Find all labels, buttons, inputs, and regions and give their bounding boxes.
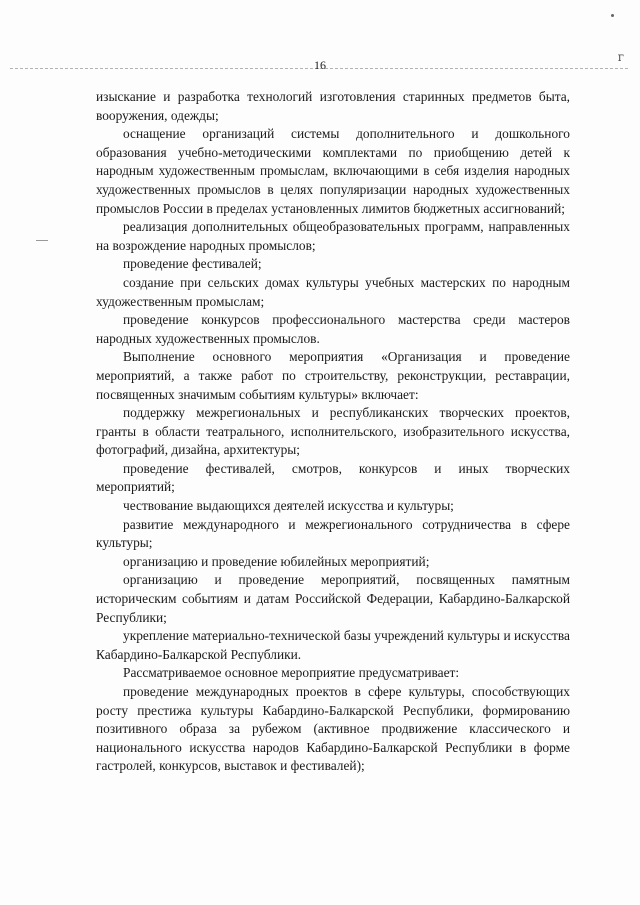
paragraph: укрепление материально-технической базы учреждений культуры и искусства Кабардино-Балкарской Республики. xyxy=(96,628,570,662)
corner-mark: г xyxy=(617,50,624,64)
paragraph: проведение фестивалей; xyxy=(123,256,262,272)
margin-mark xyxy=(36,240,48,241)
scan-artifact-dot xyxy=(611,14,614,17)
paragraph: Выполнение основного мероприятия «Организация и проведение мероприятий, а также работ по строительству, реконструкции, реставрации, посвященных значимым событиям культуры» включает: xyxy=(96,349,570,402)
paragraph: чествование выдающихся деятелей искусства и культуры; xyxy=(123,498,454,514)
paragraph: реализация дополнительных общеобразовательных программ, направленных на возрождение народных промыслов; xyxy=(96,219,570,253)
paragraph: развитие международного и межрегионального сотрудничества в сфере культуры; xyxy=(96,516,570,551)
paragraph: организацию и проведение мероприятий, посвященных памятным историческим событиям и датам Российской Федерации, Кабардино-Балкарской Республики; xyxy=(96,572,570,625)
paragraph: проведение фестивалей, смотров, конкурсов и иных творческих мероприятий; xyxy=(96,460,570,495)
paragraph: организацию и проведение юбилейных мероприятий; xyxy=(123,553,430,569)
paragraph: Рассматриваемое основное мероприятие предусматривает: xyxy=(123,665,460,681)
paragraph: создание при сельских домах культуры учебных мастерских по народным художественным промыслам; xyxy=(96,274,570,309)
page-number: 16 xyxy=(314,58,326,72)
paragraph: проведение конкурсов профессионального мастерства среди мастеров народных художественных промыслов. xyxy=(96,312,570,346)
paragraph: оснащение организаций системы дополнительного и дошкольного образования учебно-методическими комплектами по приобщению детей к народным художественным промыслам, включающими в себя изделия народных художественных промыслов в целях популяризации народных художественных промыслов России в пределах установленных лимитов бюджетных ассигнований; xyxy=(96,126,570,216)
document-body xyxy=(96,88,570,776)
paragraph: поддержку межрегиональных и республиканских творческих проектов, гранты в области театрального, исполнительского, изобразительного искусства, фотографий, дизайна, архитектуры; xyxy=(96,405,570,458)
paragraph: изыскание и разработка технологий изготовления старинных предметов быта, вооружения, одежды; xyxy=(96,89,570,123)
paragraph: проведение международных проектов в сфере культуры, способствующих росту престижа культуры Кабардино-Балкарской Республики, формированию позитивного образа за рубежом (активное продвижение классического и национального искусства народов Кабардино-Балкарской Республики в форме гастролей, конкурсов, выставок и фестивалей); xyxy=(96,684,570,774)
